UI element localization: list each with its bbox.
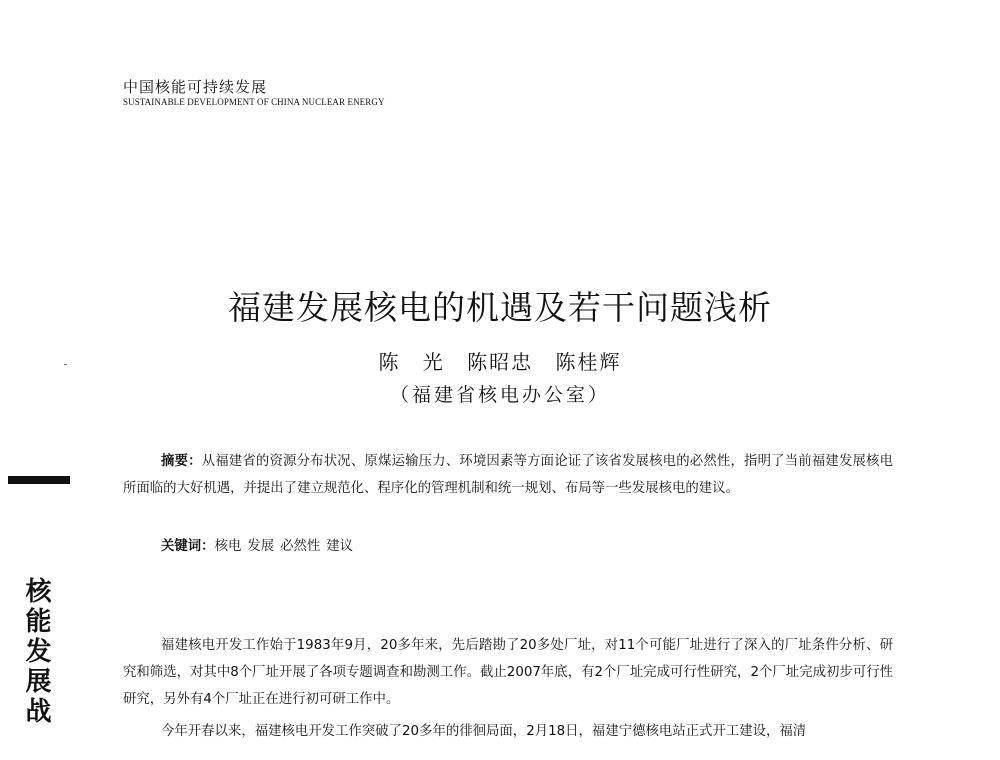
keyword: 发展	[247, 539, 275, 554]
abstract-text: 从福建省的资源分布状况、原煤运输压力、环境因素等方面论证了该省发展核电的必然性，指明了当前福建发展核电所面临的大好机遇，并提出了建立规范化、程序化的管理机制和统一规划、布局等一些发展核电的建议。	[123, 454, 894, 496]
article-title: 福建发展核电的机遇及若干问题浅析	[228, 288, 772, 327]
keyword: 核电	[214, 539, 242, 554]
margin-bar	[8, 476, 70, 484]
keyword: 建议	[326, 539, 354, 554]
article-body	[123, 632, 893, 750]
journal-title-en: SUSTAINABLE DEVELOPMENT OF CHINA NUCLEAR ENERGY	[123, 97, 385, 107]
keywords-label: 关键词：	[161, 539, 215, 554]
abstract	[123, 448, 893, 502]
margin-section-label: 核能发展战	[21, 577, 51, 727]
article-authors: 陈 光 陈昭忠 陈桂辉	[378, 350, 622, 374]
article-affiliation: （福建省核电办公室）	[389, 384, 610, 406]
body-paragraph: 今年开春以来，福建核电开发工作突破了20多年的徘徊局面，2月18日，福建宁德核电站正式开工建设，福清	[161, 724, 807, 739]
journal-title-cn: 中国核能可持续发展	[123, 78, 268, 96]
keywords	[161, 535, 359, 554]
keyword: 必然性	[280, 539, 321, 554]
abstract-label: 摘要：	[161, 454, 202, 469]
body-paragraph: 福建核电开发工作始于1983年9月，20多年来，先后踏勘了20多处厂址，对11个可能厂址进行了深入的厂址条件分析、研究和筛选，对其中8个厂址开展了各项专题调查和勘测工作。截止2007年底，有2个厂址完成可行性研究，2个厂址完成初步可行性研究，另外有4个厂址正在进行初可研工作中。	[123, 638, 893, 707]
